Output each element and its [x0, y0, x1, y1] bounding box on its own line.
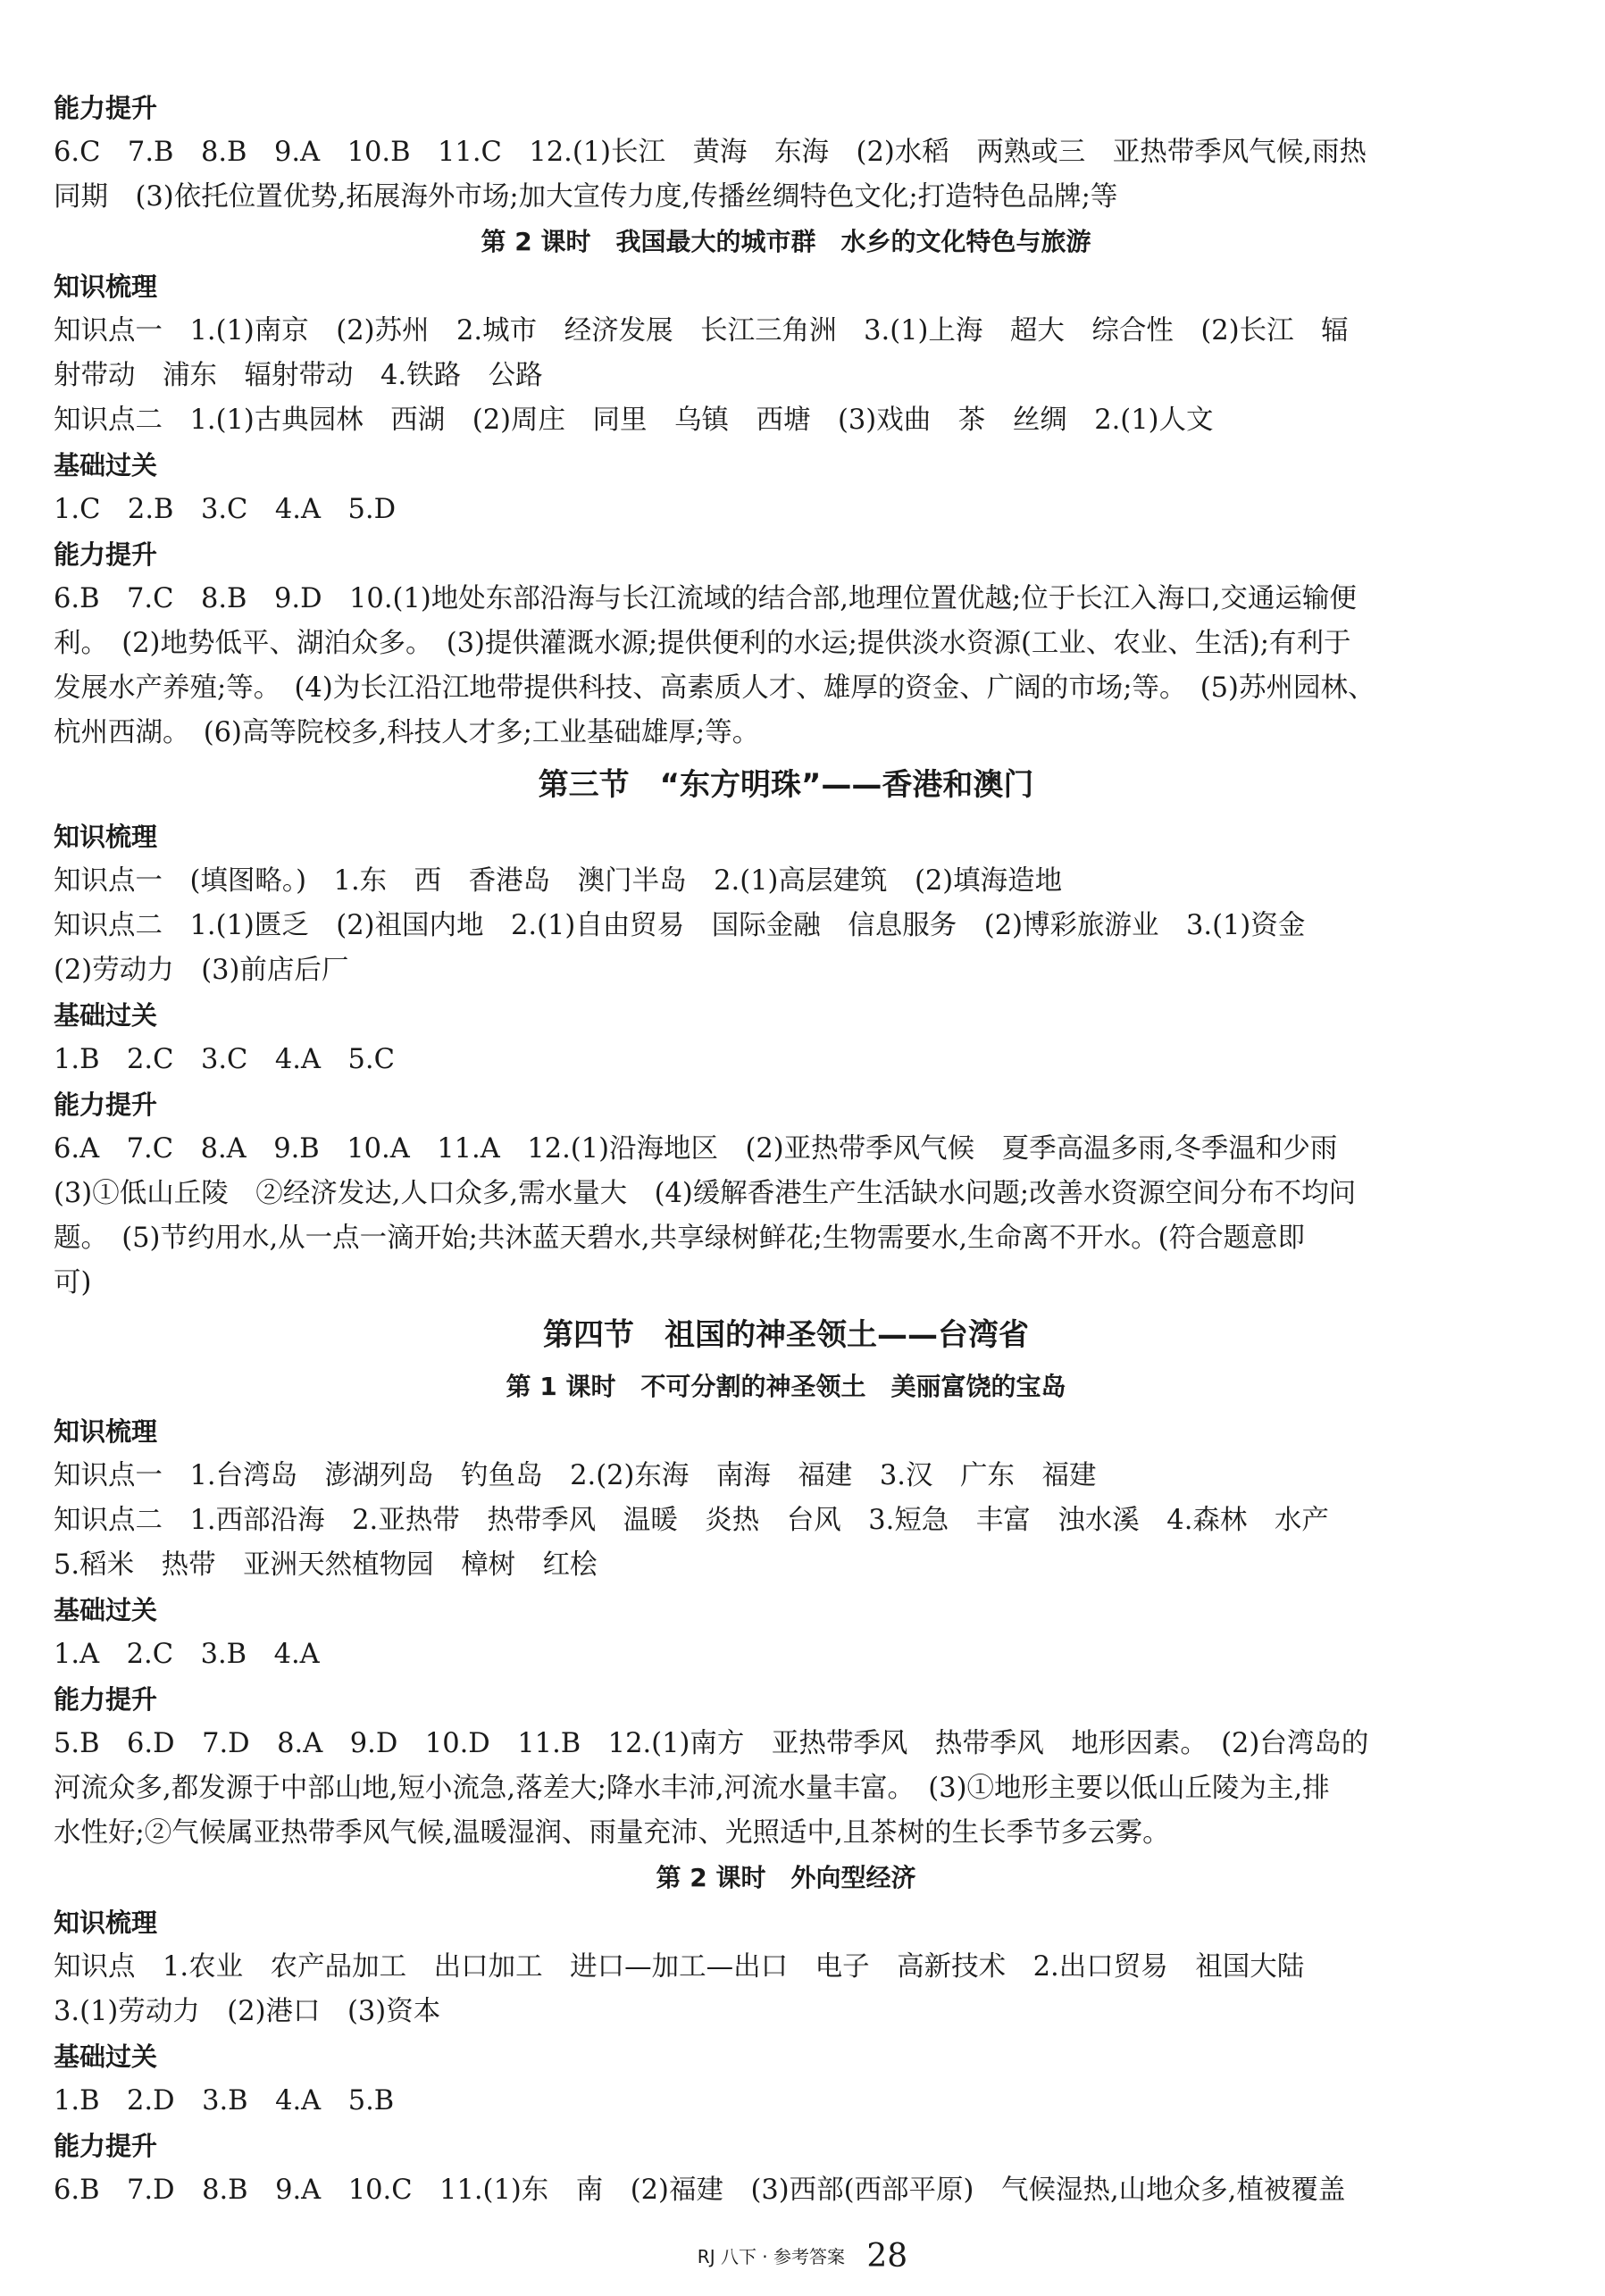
answer-line: 知识点一 1.(1)南京 (2)苏州 2.城市 经济发展 长江三角洲 3.(1)上海 超大 综合性 (2)长江 辐 — [54, 315, 1349, 346]
answer-line: 1.A 2.C 3.B 4.A — [54, 1639, 320, 1670]
answer-line: 发展水产养殖;等。 (4)为长江沿江地带提供科技、高素质人才、雄厚的资金、广阔的市场;等。 (5)苏州园林、 — [54, 672, 1375, 704]
section-label: 能力提升 — [54, 539, 158, 570]
section-label: 基础过关 — [54, 2041, 158, 2072]
answer-line: (2)劳动力 (3)前店后厂 — [54, 955, 349, 986]
answer-line: 可) — [54, 1267, 92, 1298]
answer-line: 6.A 7.C 8.A 9.B 10.A 11.A 12.(1)沿海地区 (2)亚热带季风气候 夏季高温多雨,冬季温和少雨 — [54, 1133, 1338, 1165]
answer-line: 3.(1)劳动力 (2)港口 (3)资本 — [54, 1996, 441, 2027]
section-label: 能力提升 — [54, 1684, 158, 1715]
answer-line: 知识点二 1.(1)匮乏 (2)祖国内地 2.(1)自由贸易 国际金融 信息服务 (2)博彩旅游业 3.(1)资金 — [54, 910, 1306, 941]
section-label: 基础过关 — [54, 1595, 158, 1625]
answer-page — [54, 86, 1518, 2213]
footer-tag: RJ 八下 · 参考答案 — [697, 2246, 846, 2267]
answer-line: 6.C 7.B 8.B 9.A 10.B 11.C 12.(1)长江 黄海 东海 (2)水稻 两熟或三 亚热带季风气候,雨热 — [54, 137, 1367, 168]
answer-line: 5.B 6.D 7.D 8.A 9.D 10.D 11.B 12.(1)南方 亚热带季风 热带季风 地形因素。 (2)台湾岛的 — [54, 1728, 1369, 1759]
answer-line: 知识点二 1.(1)古典园林 西湖 (2)周庄 同里 乌镇 西塘 (3)戏曲 茶 丝绸 2.(1)人文 — [54, 405, 1214, 436]
section-label: 知识梳理 — [54, 271, 158, 302]
section-heading: 第四节 祖国的神圣领土——台湾省 — [543, 1317, 1029, 1353]
answer-line: 利。 (2)地势低平、湖泊众多。 (3)提供灌溉水源;提供便利的水运;提供淡水资源(工业、农业、生活);有利于 — [54, 628, 1351, 659]
section-label: 知识梳理 — [54, 1416, 158, 1447]
section-label: 基础过关 — [54, 450, 158, 480]
answer-line: 知识点二 1.西部沿海 2.亚热带 热带季风 温暖 炎热 台风 3.短急 丰富 浊水溪 4.森林 水产 — [54, 1505, 1329, 1536]
answer-line: 题。 (5)节约用水,从一点一滴开始;共沐蓝天碧水,共享绿树鲜花;生物需要水,生命离不开水。(符合题意即 — [54, 1223, 1305, 1254]
answer-line: 1.C 2.B 3.C 4.A 5.D — [54, 494, 397, 525]
answer-line: 知识点一 (填图略。) 1.东 西 香港岛 澳门半岛 2.(1)高层建筑 (2)填海造地 — [54, 865, 1063, 897]
section-label: 能力提升 — [54, 1090, 158, 1120]
section-label: 能力提升 — [54, 93, 158, 123]
page-number: 28 — [866, 2238, 908, 2275]
section-label: 基础过关 — [54, 1000, 158, 1031]
answer-line: 1.B 2.D 3.B 4.A 5.B — [54, 2085, 395, 2116]
section-label: 知识梳理 — [54, 1908, 158, 1938]
answer-line: 6.B 7.C 8.B 9.D 10.(1)地处东部沿海与长江流域的结合部,地理位置优越;位于长江入海口,交通运输便 — [54, 583, 1357, 614]
answer-line: 知识点一 1.台湾岛 澎湖列岛 钓鱼岛 2.(2)东海 南海 福建 3.汉 广东 福建 — [54, 1460, 1097, 1491]
answer-line: (3)①低山丘陵 ②经济发达,人口众多,需水量大 (4)缓解香港生产生活缺水问题;改善水资源空间分布不均问 — [54, 1178, 1357, 1209]
answer-line: 5.稻米 热带 亚洲天然植物园 樟树 红桧 — [54, 1549, 598, 1581]
answer-line: 河流众多,都发源于中部山地,短小流急,落差大;降水丰沛,河流水量丰富。 (3)①地形主要以低山丘陵为主,排 — [54, 1773, 1330, 1804]
lesson-heading: 第 1 课时 不可分割的神圣领土 美丽富饶的宝岛 — [506, 1372, 1066, 1401]
section-heading: 第三节 “东方明珠”——香港和澳门 — [538, 767, 1034, 803]
page-footer — [0, 2238, 1605, 2275]
answer-line: 同期 (3)依托位置优势,拓展海外市场;加大宣传力度,传播丝绸特色文化;打造特色品牌;等 — [54, 181, 1118, 213]
answer-line: 6.B 7.D 8.B 9.A 10.C 11.(1)东 南 (2)福建 (3)西部(西部平原) 气候湿热,山地众多,植被覆盖 — [54, 2175, 1346, 2206]
lesson-heading: 第 2 课时 我国最大的城市群 水乡的文化特色与旅游 — [481, 227, 1091, 256]
answer-line: 1.B 2.C 3.C 4.A 5.C — [54, 1044, 395, 1075]
answer-line: 射带动 浦东 辐射带动 4.铁路 公路 — [54, 360, 543, 391]
section-label: 能力提升 — [54, 2131, 158, 2161]
lesson-heading: 第 2 课时 外向型经济 — [656, 1863, 916, 1892]
section-label: 知识梳理 — [54, 822, 158, 852]
answer-line: 知识点 1.农业 农产品加工 出口加工 进口—加工—出口 电子 高新技术 2.出口贸易 祖国大陆 — [54, 1951, 1305, 1983]
answer-line: 杭州西湖。 (6)高等院校多,科技人才多;工业基础雄厚;等。 — [54, 717, 760, 748]
answer-line: 水性好;②气候属亚热带季风气候,温暖湿润、雨量充沛、光照适中,且茶树的生长季节多云雾。 — [54, 1817, 1170, 1849]
